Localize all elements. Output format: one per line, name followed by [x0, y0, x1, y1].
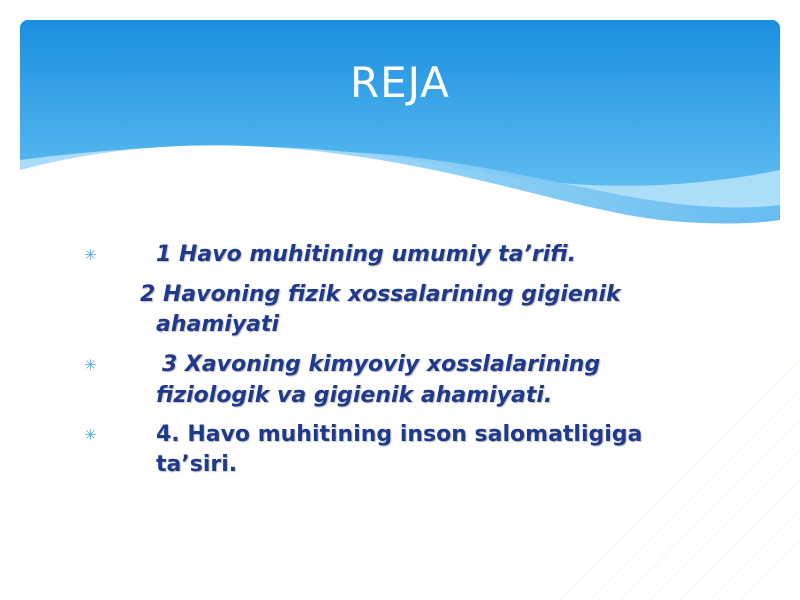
- agenda-item-2-line-2: ahamiyati: [156, 312, 280, 337]
- bullet-icon: ✳: [84, 356, 97, 374]
- agenda-item-3-line-1: 3 Xavoning kimyoviy xosslalarining: [162, 352, 601, 377]
- agenda-item-4-line-1: 4. Havo muhitining inson salomatligiga: [156, 422, 643, 447]
- bullet-icon: ✳: [84, 426, 97, 444]
- slide-title: REJA: [349, 58, 451, 107]
- bullet-icon: ✳: [84, 246, 97, 264]
- agenda-item-1: 1 Havo muhitining umumiy ta’rifi.: [156, 242, 576, 267]
- agenda-item-3-line-2: fiziologik va gigienik ahamiyati.: [156, 383, 553, 408]
- agenda-item-4-line-2: ta’siri.: [156, 452, 238, 477]
- agenda-item-2-line-1: 2 Havoning fizik xossalarining gigienik: [140, 282, 621, 307]
